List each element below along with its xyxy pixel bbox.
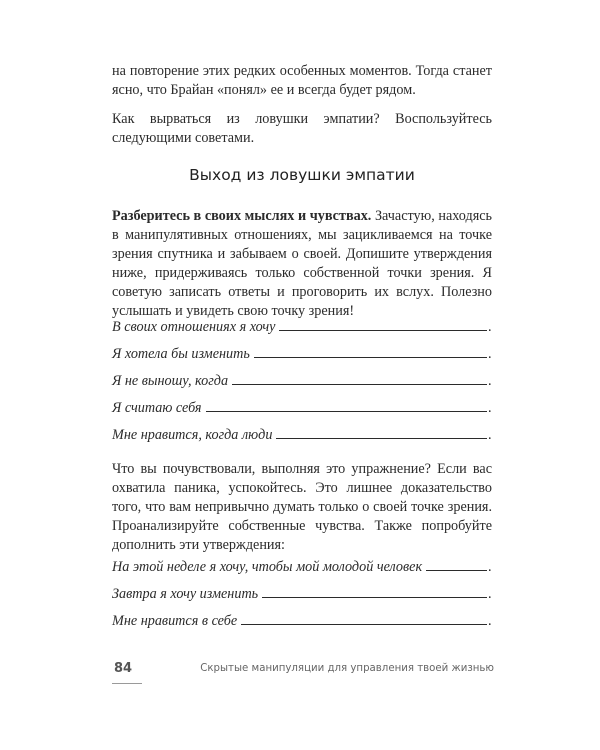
statement-end: . bbox=[488, 400, 492, 416]
answer-blank[interactable] bbox=[206, 399, 487, 412]
statement-end: . bbox=[488, 559, 492, 575]
fill-in-statement bbox=[112, 585, 492, 604]
paragraph-tip bbox=[112, 207, 492, 321]
statement-end: . bbox=[488, 346, 492, 362]
answer-blank[interactable] bbox=[241, 612, 487, 625]
answer-blank[interactable] bbox=[262, 585, 487, 598]
statement-prompt: Мне нравится в себе bbox=[112, 613, 238, 629]
page-number: 84 bbox=[114, 661, 133, 676]
statement-prompt: Я хотела бы изменить bbox=[112, 346, 250, 362]
statement-end: . bbox=[488, 373, 492, 389]
tip-text: Зачастую, находясь в манипулятивных отношениях, мы зацикливаемся на точке зрения спутника и забываем о своей. Допишите утверждения ниже, придерживаясь только собственной точки зрения. Я советую записать ответы и проговорить их вслух. Полезно услышать и увидеть свою точку зрения! bbox=[112, 208, 492, 319]
fill-in-statement bbox=[112, 558, 492, 577]
answer-blank[interactable] bbox=[276, 426, 487, 439]
statement-end: . bbox=[488, 613, 492, 629]
fill-in-statement bbox=[112, 345, 492, 364]
page-footer bbox=[112, 661, 494, 691]
fill-in-statement bbox=[112, 318, 492, 337]
statement-prompt: Завтра я хочу изменить bbox=[112, 586, 259, 602]
fill-in-statement bbox=[112, 399, 492, 418]
paragraph-question: Как вырваться из ловушки эмпатии? Воспользуйтесь следующими советами. bbox=[112, 111, 492, 146]
statement-end: . bbox=[488, 319, 492, 335]
fill-in-statement bbox=[112, 426, 492, 445]
fill-in-statement bbox=[112, 372, 492, 391]
statement-prompt: Мне нравится, когда люди bbox=[112, 427, 273, 443]
running-title: Скрытые манипуляции для управления твоей жизнью bbox=[200, 663, 494, 674]
statement-prompt: На этой неделе я хочу, чтобы мой молодой человек bbox=[112, 559, 423, 575]
page-number-underline bbox=[112, 683, 142, 684]
answer-blank[interactable] bbox=[426, 558, 487, 571]
answer-blank[interactable] bbox=[254, 345, 487, 358]
statement-prompt: Я считаю себя bbox=[112, 400, 202, 416]
paragraph-reflection: Что вы почувствовали, выполняя это упражнение? Если вас охватила паника, успокойтесь. Это лишнее доказательство того, что вам непривычно думать только о своей точке зрения. Проанализируйте собственные чувства. Также попробуйте дополнить эти утверждения: bbox=[112, 461, 492, 553]
statement-end: . bbox=[488, 427, 492, 443]
answer-blank[interactable] bbox=[232, 372, 487, 385]
paragraph-intro-continuation: на повторение этих редких особенных моментов. Тогда станет ясно, что Брайан «понял» ее и всегда будет рядом. bbox=[112, 63, 492, 98]
statement-prompt: Я не выношу, когда bbox=[112, 373, 229, 389]
answer-blank[interactable] bbox=[279, 318, 487, 331]
statement-end: . bbox=[488, 586, 492, 602]
section-heading: Выход из ловушки эмпатии bbox=[189, 166, 415, 184]
tip-bold-lead: Разберитесь в своих мыслях и чувствах. bbox=[112, 208, 372, 224]
fill-in-statement bbox=[112, 612, 492, 631]
statement-prompt: В своих отношениях я хочу bbox=[112, 319, 276, 335]
